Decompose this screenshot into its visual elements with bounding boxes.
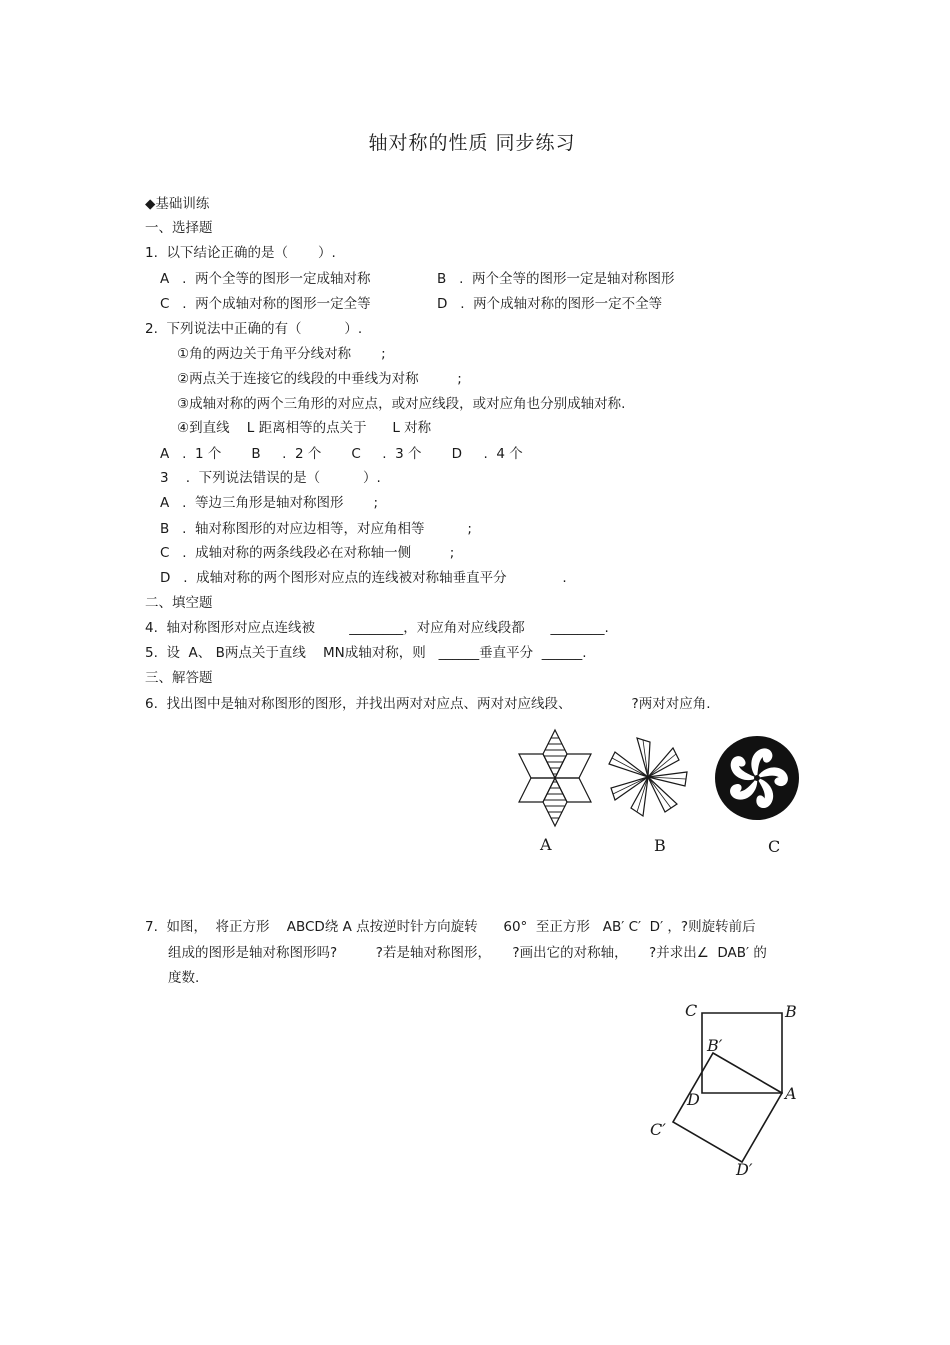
question-4: 4. 轴对称图形对应点连线被 ________，对应角对应线段都 ________.: [145, 620, 609, 636]
question-1-option-b: B . 两个全等的图形一定是轴对称图形: [437, 271, 675, 287]
point-label-c: C: [685, 1001, 698, 1020]
figure-b-pinwheel: [607, 736, 689, 818]
point-label-d-prime: D′: [736, 1160, 753, 1179]
question-3-option-d: D . 成轴对称的两个图形对应点的连线被对称轴垂直平分 .: [160, 570, 567, 586]
point-label-c-prime: C′: [650, 1120, 666, 1139]
question-1-option-c: C . 两个成轴对称的图形一定全等: [160, 296, 371, 312]
question-2-statement-3: ③成轴对称的两个三角形的对应点，或对应线段，或对应角也分别成轴对称.: [177, 396, 626, 412]
figure-rotated-squares: [640, 995, 820, 1185]
figure-c-flower-emblem: [714, 735, 800, 821]
part-heading-answer: 三、解答题: [145, 670, 213, 686]
question-3-option-c: C . 成轴对称的两条线段必在对称轴一侧 ;: [160, 545, 455, 561]
question-6: 6. 找出图中是轴对称图形的图形，并找出两对对应点、两对对应线段、 ?两对对应角.: [145, 696, 711, 712]
figure-label-a: A: [540, 835, 552, 854]
question-2-statement-4: ④到直线 L 距离相等的点关于 L 对称: [177, 420, 432, 436]
question-7-line-2: 组成的图形是轴对称图形吗? ?若是轴对称图形， ?画出它的对称轴， ?并求出∠ DAB′ 的: [168, 945, 767, 961]
question-2-statement-2: ②两点关于连接它的线段的中垂线为对称 ;: [177, 371, 462, 387]
figure-label-c: C: [768, 837, 781, 856]
point-label-b-prime: B′: [707, 1036, 723, 1055]
part-heading-choice: 一、选择题: [145, 220, 213, 236]
question-1-option-a: A . 两个全等的图形一定成轴对称: [160, 271, 371, 287]
section-heading-basic: ◆基础训练: [145, 196, 210, 212]
question-7-line-3: 度数.: [168, 970, 200, 986]
part-heading-fill: 二、填空题: [145, 595, 213, 611]
question-2-stem: 2. 下列说法中正确的有（ ）.: [145, 321, 363, 337]
question-3-stem: 3 . 下列说法错误的是（ ）.: [160, 470, 381, 486]
question-2-statement-1: ①角的两边关于角平分线对称 ;: [177, 346, 386, 362]
question-7-line-1: 7. 如图， 将正方形 ABCD绕 A 点按逆时针方向旋转 60° 至正方形 AB′ C′ D′ ，?则旋转前后: [145, 919, 756, 935]
question-5: 5. 设 A、 B两点关于直线 MN成轴对称，则 ______垂直平分 ______.: [145, 645, 587, 661]
question-3-option-b: B . 轴对称图形的对应边相等，对应角相等 ;: [160, 521, 472, 537]
question-1-stem: 1. 以下结论正确的是（ ）.: [145, 245, 336, 261]
question-3-option-a: A . 等边三角形是轴对称图形 ;: [160, 495, 379, 511]
figure-label-b: B: [654, 836, 666, 855]
question-2-options: A . 1 个 B . 2 个 C . 3 个 D . 4 个: [160, 446, 523, 462]
page-title: 轴对称的性质 同步练习: [368, 132, 576, 154]
point-label-b: B: [785, 1002, 797, 1021]
question-1-option-d: D . 两个成轴对称的图形一定不全等: [437, 296, 663, 312]
figure-a-star: [515, 728, 595, 828]
point-label-d: D: [687, 1090, 700, 1109]
point-label-a: A: [785, 1084, 797, 1103]
